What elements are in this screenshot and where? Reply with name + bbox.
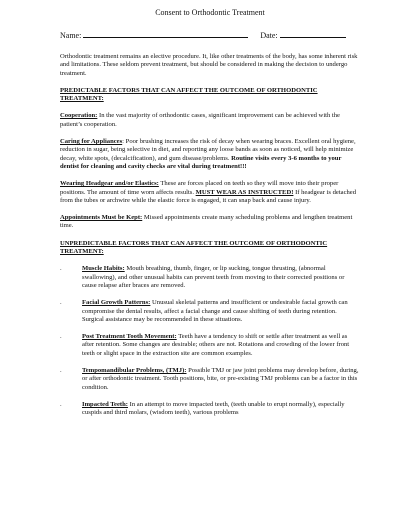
appointments-label: Appointments Must be Kept: xyxy=(60,214,143,222)
bullet-marker: . xyxy=(60,265,62,273)
headgear-text-2: If headgear is detached from the tubes or archwire while the elastic force is engaged, it can snap back and cause injury. xyxy=(60,188,357,204)
item-label: Muscle Habits: xyxy=(82,265,125,273)
predictable-factors-heading: PREDICTABLE FACTORS THAT CAN AFFECT THE OUTCOME OF ORTHODONTIC TREATMENT: xyxy=(60,86,318,103)
item-text: In an attempt to move impacted teeth, (teeth unable to erupt normally), especially cuspids and third molars, (wisdom teeth), various problems xyxy=(82,400,345,417)
item-label: Facial Growth Patterns: xyxy=(82,299,151,307)
item-text: Possible TMJ or jaw joint problems may develop before, during, or after orthodontic treatment. Tooth positions, bite, or pre-existing TMJ problems can be a factor in this condition. xyxy=(82,367,359,391)
document-title: Consent to Orthodontic Treatment xyxy=(155,8,265,17)
bullet-marker: . xyxy=(60,400,62,408)
item-label: Impacted Teeth: xyxy=(82,400,128,408)
caring-label: Caring for Appliances xyxy=(60,138,123,146)
headgear-text-1: These are forces placed on teeth so they will move into their proper positions. The amount of time worn affects results. xyxy=(60,180,339,196)
list-item-impacted-teeth xyxy=(60,401,360,425)
bullet-marker: . xyxy=(60,333,62,341)
cooperation-paragraph xyxy=(60,112,360,129)
name-field[interactable] xyxy=(83,29,248,38)
caring-bold-text: Routine visits every 3-6 months to your dentist for cleaning and cavity checks are vital during treatment!!! xyxy=(60,154,342,170)
cooperation-label: Cooperation: xyxy=(60,112,98,120)
item-label: Tempomandibular Problems, (TMJ): xyxy=(82,367,187,375)
item-text: Mouth breathing, thumb, finger, or lip sucking, tongue thrusting, (abnormal swallowing), and other unusual habits can prevent teeth from moving to their corrected positions or cause relapse after braces are removed. xyxy=(82,265,345,289)
item-text: Teeth have a tendency to shift or settle after treatment as well as after retention. Some changes are desirable; others are not. Rotations and crowding of the lower front teeth or slight space in the extraction site are common examples. xyxy=(82,333,350,357)
date-label: Date: xyxy=(260,31,278,40)
list-item-tmj xyxy=(60,367,360,392)
intro-paragraph: Orthodontic treatment remains an elective procedure. It, like other treatments of the body, has some inherent risk and limitations. These seldom prevent treatment, but should be considered in making the decision to undergo treatment. xyxy=(60,53,358,77)
appointments-paragraph xyxy=(60,214,360,231)
date-field[interactable] xyxy=(280,29,346,38)
name-label: Name: xyxy=(60,31,82,40)
headgear-label: Wearing Headgear and/or Elastics: xyxy=(60,180,159,188)
list-item-post-treatment xyxy=(60,333,360,358)
caring-paragraph xyxy=(60,138,360,171)
cooperation-text: In the vast majority of orthodontic cases, significant improvement can be achieved with the patient’s cooperation. xyxy=(60,112,340,128)
bullet-marker: . xyxy=(60,299,62,307)
list-item-facial-growth xyxy=(60,299,360,324)
item-text: Unusual skeletal patterns and insufficient or undesirable facial growth can compromise the dental results, affect a facial change and cause shifting of teeth during retention. Surgical assistance may be recommended in these situations. xyxy=(82,299,348,323)
list-item-muscle-habits xyxy=(60,265,360,290)
unpredictable-factors-heading: UNPREDICTABLE FACTORS THAT CAN AFFECT THE OUTCOME OF ORTHODONTIC TREATMENT: xyxy=(60,239,328,256)
name-date-row xyxy=(60,29,360,41)
item-label: Post Treatment Tooth Movement: xyxy=(82,333,177,341)
headgear-paragraph xyxy=(60,180,360,205)
appointments-text: Missed appointments create many scheduling problems and lengthen treatment time. xyxy=(60,214,353,230)
bullet-marker: . xyxy=(60,367,62,375)
headgear-emphasis: MUST WEAR AS INSTRUCTED! xyxy=(195,188,294,196)
caring-text: : Poor brushing increases the risk of decay when wearing braces. Excellent oral hygiene, reduction in sugar, being selective in diet, and reporting any loose bands as soon as noticed, will help minimize decay, white spots, (decalcification), and gum disease/problems. xyxy=(60,138,356,162)
